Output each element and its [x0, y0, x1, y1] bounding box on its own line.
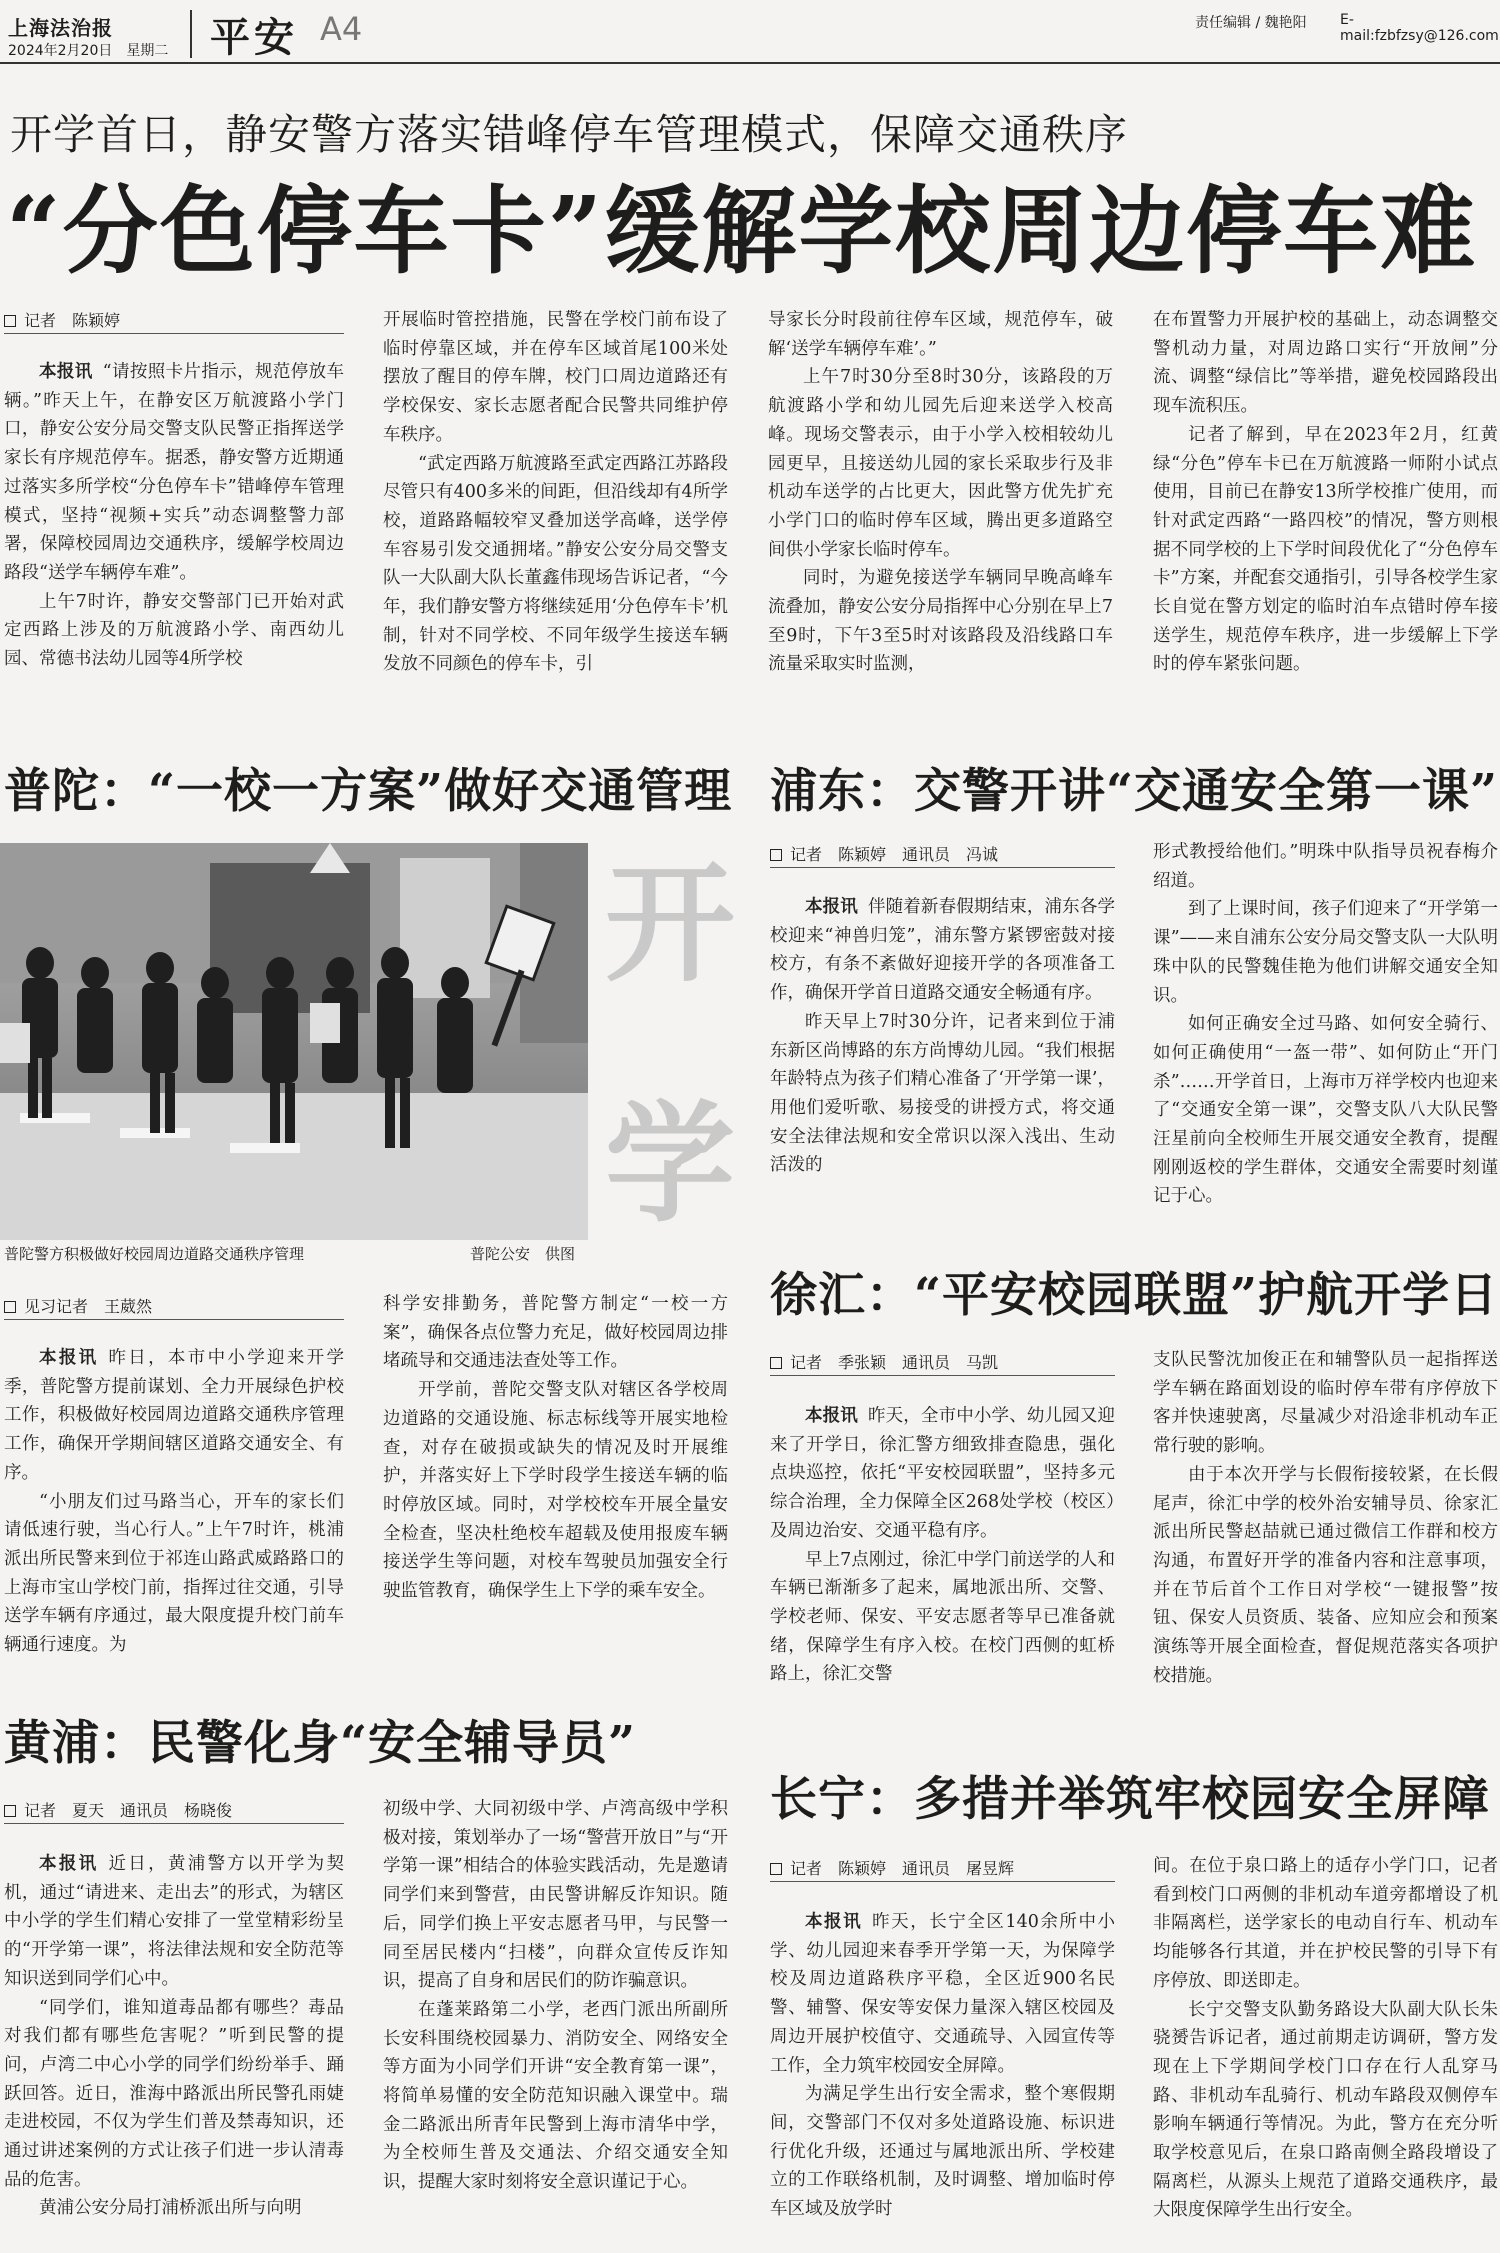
paragraph: 支队民警沈加俊正在和辅警队员一起指挥送学车辆在路面划设的临时停车带有序停放下客并快速驶离，尽量减少对沿途非机动车正常行驶的影响。 — [1153, 1350, 1498, 1457]
lead-label: 本报讯 — [39, 1348, 99, 1368]
issue-date: 2024年2月20日 星期二 — [8, 43, 169, 59]
paragraph: 为满足学生出行安全需求，整个寒假期间，交警部门不仅对多处道路设施、标识进行优化升级，还通过与属地派出所、学校建立的工作联络机制，及时调整、增加临时停车区域及放学时 — [770, 2084, 1115, 2220]
photo-illustration — [0, 843, 588, 1240]
putuo-byline — [4, 1294, 152, 1317]
paper-name: 上海法治报 — [8, 16, 113, 40]
paragraph: 初级中学、大同初级中学、卢湾高级中学积极对接，策划举办了一场“警营开放日”与“开学第一课”相结合的体验实践活动，先是邀请同学们来到警营，由民警讲解反诈知识。随后，同学们换上平安志愿者马甲，与民警一同至居民楼内“扫楼”，向群众宣传反诈知识，提高了自身和居民们的防诈骗意识。 — [383, 1799, 728, 1992]
byline-rule — [4, 1823, 344, 1824]
lead-column-3 — [768, 306, 1113, 703]
lead-byline — [4, 308, 120, 331]
byline-box-icon — [4, 315, 16, 327]
paragraph: 记者了解到，早在2023年2月，红黄绿“分色”停车卡已在万航渡路一师附小试点使用，目前已在静安13所学校推广使用，而针对武定西路“一路四校”的情况，警方则根据不同学校的上下学时间段优化了“分色停车卡”方案，并配套交通指引，引导各校学生家长自觉在警方划定的临时泊车点错时停车接送学生，规范停车秩序，进一步缓解上下学时的停车紧张问题。 — [1153, 424, 1498, 675]
masthead-rule — [0, 62, 1500, 64]
pudong-column-1 — [770, 893, 1115, 1213]
xuhui-byline — [770, 1350, 998, 1373]
paragraph: 在布置警力开展护校的基础上，动态调整交警机动力量，对周边路口实行“开放闸”分流、调整“绿信比”等举措，避免校园路段出现车流积压。 — [1153, 310, 1498, 417]
lead-label: 本报讯 — [805, 897, 858, 917]
byline-text: 记者 季张颖 通讯员 马凯 — [790, 1353, 999, 1372]
lead-label: 本报讯 — [805, 1912, 863, 1932]
paragraph: 长宁交警支队勤务路设大队副大队长朱骁赟告诉记者，通过前期走访调研，警方发现在上下学期间学校门口存在行人乱穿马路、非机动车乱骑行、机动车路段双侧停车影响车辆通行等情况。为此，警方在充分听取学校意见后，在泉口路南侧全路段增设了隔离栏，从源头上规范了道路交通秩序，最大限度保障学生出行安全。 — [1153, 1999, 1498, 2221]
paragraph: 开展临时管控措施，民警在学校门前布设了临时停靠区域，并在停车区域首尾100米处摆放了醒目的停车牌，校门口周边道路还有学校保安、家长志愿者配合民警共同维护停车秩序。 — [383, 310, 728, 445]
putuo-photo — [0, 843, 588, 1240]
xuhui-column-1 — [770, 1402, 1115, 1720]
byline-rule — [4, 1319, 344, 1320]
changning-byline — [770, 1856, 1014, 1879]
lead-column-1 — [4, 358, 344, 703]
paragraph: 上午7时30分至8时30分，该路段的万航渡路小学和幼儿园先后迎来送学入校高峰。现场交警表示，由于小学入校相较幼儿园更早，且接送幼儿园的家长采取步行及非机动车送学的占比更大，因此警方优先扩充小学门口的临时停车区域，腾出更多道路空间供小学家长临时停车。 — [768, 367, 1113, 560]
paragraph: 形式教授给他们。”明珠中队指导员祝春梅介绍道。 — [1153, 842, 1498, 891]
paragraph: “同学们，谁知道毒品都有哪些？毒品对我们都有哪些危害呢？”听到民警的提问，卢湾二中心小学的同学们纷纷举手、踊跃回答。近日，淮海中路派出所民警孔雨婕走进校园，不仅为学生们普及禁毒知识，还通过讲述案例的方式让孩子们进一步认清毒品的危害。 — [4, 1997, 344, 2190]
paragraph: 昨日，本市中小学迎来开学季，普陀警方提前谋划、全力开展绿色护校工作，积极做好校园周边道路交通秩序管理工作，确保开学期间辖区道路交通安全、有序。 — [4, 1348, 344, 1483]
byline-box-icon — [770, 1863, 782, 1875]
lead-headline: “分色停车卡”缓解学校周边停车难 — [6, 176, 1478, 287]
paragraph: 黄浦公安分局打浦桥派出所与向明 — [39, 2198, 302, 2219]
page-number: A4 — [320, 10, 363, 48]
byline-text: 见习记者 王葳然 — [24, 1297, 153, 1316]
byline-text: 记者 陈颖婷 通讯员 冯诚 — [790, 845, 999, 864]
byline-rule — [770, 1881, 1115, 1882]
paragraph: “武定西路万航渡路至武定西路江苏路段尽管只有400多米的间距，但沿线却有4所学校，道路路幅较窄叉叠加送学高峰，送学停车容易引发交通拥堵。”静安公安分局交警支队一大队副大队长董鑫伟现场告诉记者，“今年，我们静安警方将继续延用‘分色停车卡’机制，针对不同学校、不同年级学生接送车辆发放不同颜色的停车卡，引 — [383, 453, 728, 675]
photo-caption: 普陀警方积极做好校园周边道路交通秩序管理 — [4, 1245, 305, 1263]
lead-label: 本报讯 — [805, 1406, 858, 1426]
paragraph: 伴随着新春假期结束，浦东各学校迎来“神兽归笼”，浦东警方紧锣密鼓对接校方，有条不紊做好迎接开学的各项准备工作，确保开学首日道路交通安全畅通有序。 — [770, 897, 1115, 1004]
byline-rule — [770, 1375, 1115, 1376]
paragraph: 如何正确安全过马路、如何安全骑行、如何正确使用“一盔一带”、如何防止“开门杀”……开学首日，上海市万祥学校内也迎来了“交通安全第一课”，交警支队八大队民警汪星前向全校师生开展交通安全教育，提醒刚刚返校的学生群体，交通安全需要时刻谨记于心。 — [1153, 1014, 1498, 1207]
paragraph: 开学前，普陀交警支队对辖区各学校周边道路的交通设施、标志标线等开展实地检查，对存在破损或缺失的情况及时开展维护，并落实好上下学时段学生接送车辆的临时停放区域。同时，对学校校车开展全量安全检查，坚决杜绝校车超载及使用报废车辆接送学生等问题，对校车驾驶员加强安全行驶监管教育，确保学生上下学的乘车安全。 — [383, 1380, 728, 1602]
lead-column-2 — [383, 306, 728, 703]
byline-rule — [770, 867, 1115, 868]
pudong-headline: 浦东：交警开讲“交通安全第一课” — [770, 764, 1499, 819]
paragraph: 到了上课时间，孩子们迎来了“开学第一课”——来自浦东公安分局交警支队一大队明珠中队的民警魏佳艳为他们讲解交通安全知识。 — [1153, 899, 1498, 1006]
paragraph: 科学安排勤务，普陀警方制定“一校一方案”，确保各点位警力充足，做好校园周边排堵疏导和交通违法查处等工作。 — [383, 1294, 728, 1372]
byline-box-icon — [4, 1805, 16, 1817]
huangpu-headline: 黄浦：民警化身“安全辅导员” — [4, 1716, 637, 1771]
byline-text: 记者 夏天 通讯员 杨晓俊 — [24, 1801, 233, 1820]
paragraph: 昨天，长宁全区140余所中小学、幼儿园迎来春季开学第一天，为保障学校及周边道路秩序平稳，全区近900名民警、辅警、保安等安保力量深入辖区校园及周边开展护校值守、交通疏导、入园宣传等工作，全力筑牢校园安全屏障。 — [770, 1912, 1115, 2076]
masthead-divider — [190, 10, 192, 58]
paragraph: 近日，黄浦警方以开学为契机，通过“请进来、走出去”的形式，为辖区中小学的学生们精心安排了一堂堂精彩纷呈的“开学第一课”，将法律法规和安全防范等知识送到同学们心中。 — [4, 1854, 344, 1989]
decor-char-xue: 学 — [605, 1087, 736, 1240]
decor-char-kai: 开 — [605, 847, 736, 1000]
changning-column-2 — [1153, 1852, 1498, 2250]
editor-credit: 责任编辑 / 魏艳阳 — [1195, 15, 1307, 31]
paragraph: 间。在位于泉口路上的适存小学门口，记者看到校门口两侧的非机动车道旁都增设了机非隔离栏，送学家长的电动自行车、机动车均能够各行其道，并在护校民警的引导下有序停放、即送即走。 — [1153, 1856, 1498, 1991]
editor-email[interactable]: E-mail:fzbfzsy@126.com — [1340, 12, 1499, 44]
byline-box-icon — [4, 1301, 16, 1313]
lead-label: 本报讯 — [39, 1854, 99, 1874]
paragraph: 同时，为避免接送学车辆同早晚高峰车流叠加，静安公安分局指挥中心分别在早上7至9时，下午3至5时对该路段及沿线路口车流量采取实时监测， — [768, 568, 1113, 675]
lead-kicker: 开学首日，静安警方落实错峰停车管理模式，保障交通秩序 — [10, 110, 1129, 159]
putuo-headline: 普陀：“一校一方案”做好交通管理 — [4, 764, 733, 819]
putuo-column-2 — [383, 1290, 728, 1684]
huangpu-byline — [4, 1798, 232, 1821]
paragraph: 早上7点刚过，徐汇中学门前送学的人和车辆已渐渐多了起来，属地派出所、交警、学校老师、保安、平安志愿者等早已准备就绪，保障学生有序入校。在校门西侧的虹桥路上，徐汇交警 — [770, 1549, 1115, 1685]
huangpu-column-1 — [4, 1850, 344, 2250]
lead-label: 本报讯 — [39, 362, 93, 382]
paragraph: 昨天早上7时30分许，记者来到位于浦东新区尚博路的东方尚博幼儿园。“我们根据年龄特点为孩子们精心准备了‘开学第一课’，用他们爱听歌、易接受的讲授方式，将交通安全法律法规和安全常识以深入浅出、生动活泼的 — [770, 1011, 1115, 1176]
byline-text: 记者 陈颖婷 — [24, 311, 121, 330]
byline-rule — [4, 333, 344, 334]
byline-box-icon — [770, 849, 782, 861]
huangpu-column-2 — [383, 1795, 728, 2250]
xuhui-column-2 — [1153, 1346, 1498, 1720]
pudong-column-2 — [1153, 838, 1498, 1213]
putuo-column-1 — [4, 1344, 344, 1684]
byline-box-icon — [770, 1357, 782, 1369]
photo-credit: 普陀公安 供图 — [470, 1245, 576, 1263]
paragraph: “小朋友们过马路当心，开车的家长们请低速行驶，当心行人。”上午7时许，桃浦派出所民警来到位于祁连山路武威路路口的上海市宝山学校门前，指挥过往交通，引导送学车辆有序通过，最大限度提升校门前车辆通行速度。为 — [4, 1491, 344, 1656]
paragraph: “请按照卡片指示，规范停放车辆。”昨天上午，在静安区万航渡路小学门口，静安公安分局交警支队民警正指挥送学家长有序规范停车。据悉，静安警方近期通过落实多所学校“分色停车卡”错峰停车管理模式，坚持“视频+实兵”动态调整警力部署，保障校园周边交通秩序，缓解学校周边路段“送学车辆停车难”。 — [4, 362, 344, 583]
changning-column-1 — [770, 1908, 1115, 2250]
masthead — [0, 0, 1500, 68]
xuhui-headline: 徐汇：“平安校园联盟”护航开学日 — [770, 1268, 1499, 1323]
lead-column-4 — [1153, 306, 1498, 703]
paragraph: 上午7时许，静安交警部门已开始对武定西路上涉及的万航渡路小学、南西幼儿园、常德书法幼儿园等4所学校 — [4, 591, 344, 670]
paragraph: 由于本次开学与长假衔接较紧，在长假尾声，徐汇中学的校外治安辅导员、徐家汇派出所民警赵喆就已通过微信工作群和校方沟通，布置好开学的准备内容和注意事项，并在节后首个工作日对学校“一键报警”按钮、保安人员资质、装备、应知应会和预案演练等开展全面检查，督促规范落实各项护校措施。 — [1153, 1464, 1498, 1686]
section-name: 平安 — [210, 14, 298, 61]
byline-text: 记者 陈颖婷 通讯员 屠昱辉 — [790, 1859, 1015, 1878]
paragraph: 导家长分时段前往停车区域，规范停车，破解‘送学车辆停车难’。” — [768, 310, 1113, 359]
pudong-byline — [770, 842, 998, 865]
paragraph: 在蓬莱路第二小学，老西门派出所副所长安科围绕校园暴力、消防安全、网络安全等方面为小同学们开讲“安全教育第一课”，将简单易懂的安全防范知识融入课堂中。瑞金二路派出所青年民警到上海市清华中学，为全校师生普及交通法、介绍交通安全知识，提醒大家时刻将安全意识谨记于心。 — [383, 1999, 728, 2193]
paragraph: 昨天，全市中小学、幼儿园又迎来了开学日，徐汇警方细致排查隐患，强化点块巡控，依托“平安校园联盟”，坚持多元综合治理，全力保障全区268处学校（校区）及周边治安、交通平稳有序。 — [770, 1406, 1115, 1541]
changning-headline: 长宁：多措并举筑牢校园安全屏障 — [770, 1772, 1490, 1827]
